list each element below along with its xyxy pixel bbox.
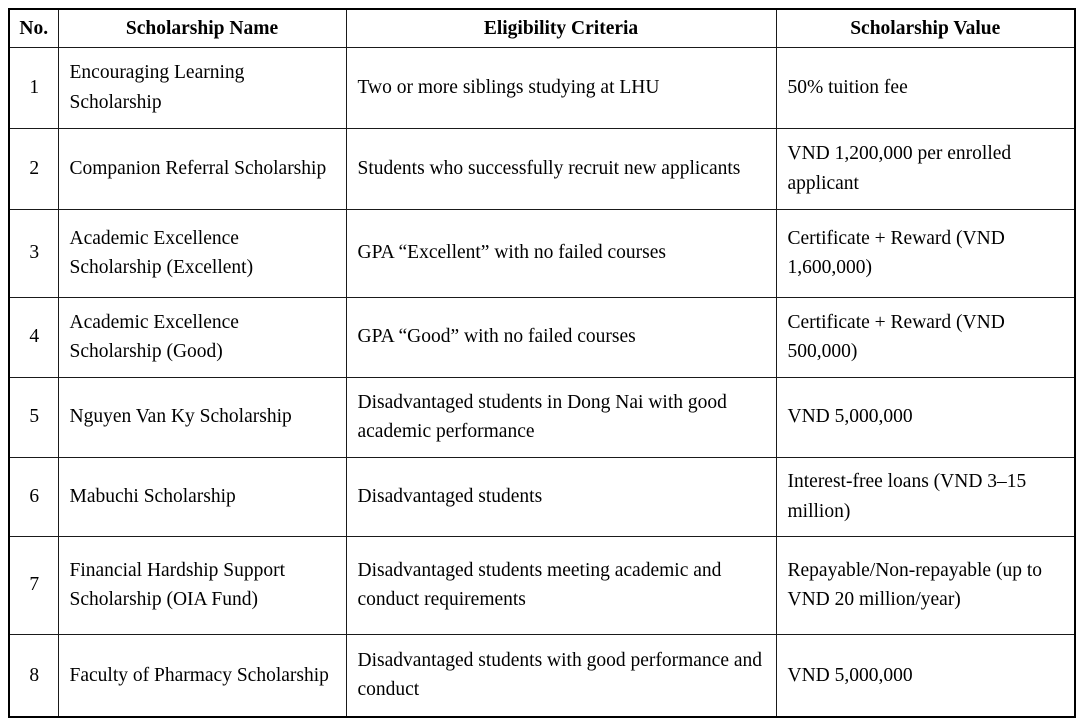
- cell-scholarship-name: Faculty of Pharmacy Scholarship: [58, 634, 346, 717]
- header-row: [9, 9, 1075, 47]
- cell-scholarship-value: VND 5,000,000: [776, 377, 1075, 457]
- table-row: [9, 457, 1075, 536]
- cell-scholarship-value: Repayable/Non-repayable (up to VND 20 million/year): [776, 536, 1075, 634]
- cell-eligibility-criteria: Students who successfully recruit new applicants: [346, 128, 776, 209]
- header-eligibility-criteria: Eligibility Criteria: [346, 9, 776, 47]
- cell-eligibility-criteria: Two or more siblings studying at LHU: [346, 47, 776, 128]
- table-header: [9, 9, 1075, 47]
- header-scholarship-value: Scholarship Value: [776, 9, 1075, 47]
- cell-eligibility-criteria: Disadvantaged students in Dong Nai with good academic performance: [346, 377, 776, 457]
- cell-scholarship-name: Financial Hardship Support Scholarship (OIA Fund): [58, 536, 346, 634]
- cell-no: 6: [9, 457, 58, 536]
- cell-scholarship-value: VND 5,000,000: [776, 634, 1075, 717]
- cell-scholarship-value: 50% tuition fee: [776, 47, 1075, 128]
- table-row: [9, 536, 1075, 634]
- cell-eligibility-criteria: GPA “Excellent” with no failed courses: [346, 209, 776, 297]
- table-row: [9, 634, 1075, 717]
- table-row: [9, 377, 1075, 457]
- cell-scholarship-name: Academic Excellence Scholarship (Excellent): [58, 209, 346, 297]
- table-row: [9, 209, 1075, 297]
- cell-eligibility-criteria: GPA “Good” with no failed courses: [346, 297, 776, 377]
- table-row: [9, 47, 1075, 128]
- table-row: [9, 128, 1075, 209]
- header-no: No.: [9, 9, 58, 47]
- cell-no: 3: [9, 209, 58, 297]
- cell-scholarship-value: Certificate + Reward (VND 500,000): [776, 297, 1075, 377]
- cell-no: 5: [9, 377, 58, 457]
- cell-scholarship-name: Mabuchi Scholarship: [58, 457, 346, 536]
- table-row: [9, 297, 1075, 377]
- cell-no: 7: [9, 536, 58, 634]
- cell-no: 8: [9, 634, 58, 717]
- cell-scholarship-name: Nguyen Van Ky Scholarship: [58, 377, 346, 457]
- cell-scholarship-value: VND 1,200,000 per enrolled applicant: [776, 128, 1075, 209]
- cell-eligibility-criteria: Disadvantaged students meeting academic and conduct requirements: [346, 536, 776, 634]
- cell-eligibility-criteria: Disadvantaged students with good performance and conduct: [346, 634, 776, 717]
- cell-scholarship-name: Companion Referral Scholarship: [58, 128, 346, 209]
- cell-no: 2: [9, 128, 58, 209]
- cell-eligibility-criteria: Disadvantaged students: [346, 457, 776, 536]
- cell-scholarship-name: Academic Excellence Scholarship (Good): [58, 297, 346, 377]
- cell-scholarship-name: Encouraging Learning Scholarship: [58, 47, 346, 128]
- scholarship-table: [8, 8, 1076, 718]
- cell-no: 1: [9, 47, 58, 128]
- cell-no: 4: [9, 297, 58, 377]
- cell-scholarship-value: Certificate + Reward (VND 1,600,000): [776, 209, 1075, 297]
- cell-scholarship-value: Interest-free loans (VND 3–15 million): [776, 457, 1075, 536]
- table-body: [9, 47, 1075, 717]
- header-scholarship-name: Scholarship Name: [58, 9, 346, 47]
